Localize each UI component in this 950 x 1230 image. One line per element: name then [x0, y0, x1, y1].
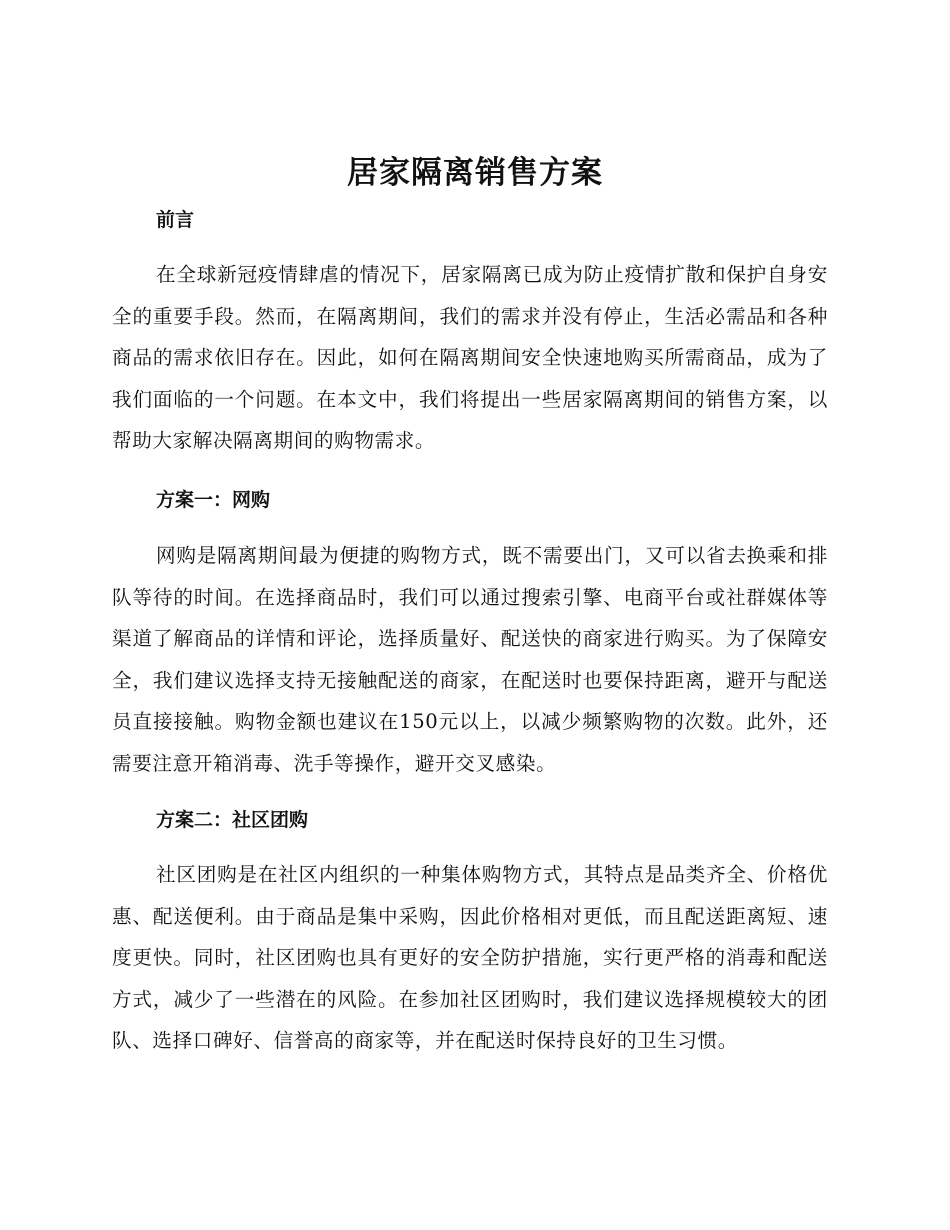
document-title: 居家隔离销售方案	[347, 155, 603, 191]
section-heading-preface: 前言	[156, 209, 195, 231]
section-heading-group-buying: 方案二：社区团购	[156, 809, 309, 831]
section-body-group-buying: 社区团购是在社区内组织的一种集体购物方式，其特点是品类齐全、价格优惠、配送便利。由于商品是集中采购，因此价格相对更低，而且配送距离短、速度更快。同时，社区团购也具有更好的安全防护措施，实行更严格的消毒和配送方式，减少了一些潜在的风险。在参加社区团购时，我们建议选择规模较大的团队、选择口碑好、信誉高的商家等，并在配送时保持良好的卫生习惯。	[112, 863, 828, 1052]
section-body-preface: 在全球新冠疫情肆虐的情况下，居家隔离已成为防止疫情扩散和保护自身安全的重要手段。然而，在隔离期间，我们的需求并没有停止，生活必需品和各种商品的需求依旧存在。因此，如何在隔离期间安全快速地购买所需商品，成为了我们面临的一个问题。在本文中，我们将提出一些居家隔离期间的销售方案，以帮助大家解决隔离期间的购物需求。	[112, 263, 828, 452]
section-heading-online-shopping: 方案一：网购	[156, 489, 271, 511]
section-body-online-shopping: 网购是隔离期间最为便捷的购物方式，既不需要出门，又可以省去换乘和排队等待的时间。在选择商品时，我们可以通过搜索引擎、电商平台或社群媒体等渠道了解商品的详情和评论，选择质量好、配送快的商家进行购买。为了保障安全，我们建议选择支持无接触配送的商家，在配送时也要保持距离，避开与配送员直接接触。购物金额也建议在150元以上，以减少频繁购物的次数。此外，还需要注意开箱消毒、洗手等操作，避开交叉感染。	[112, 544, 828, 775]
